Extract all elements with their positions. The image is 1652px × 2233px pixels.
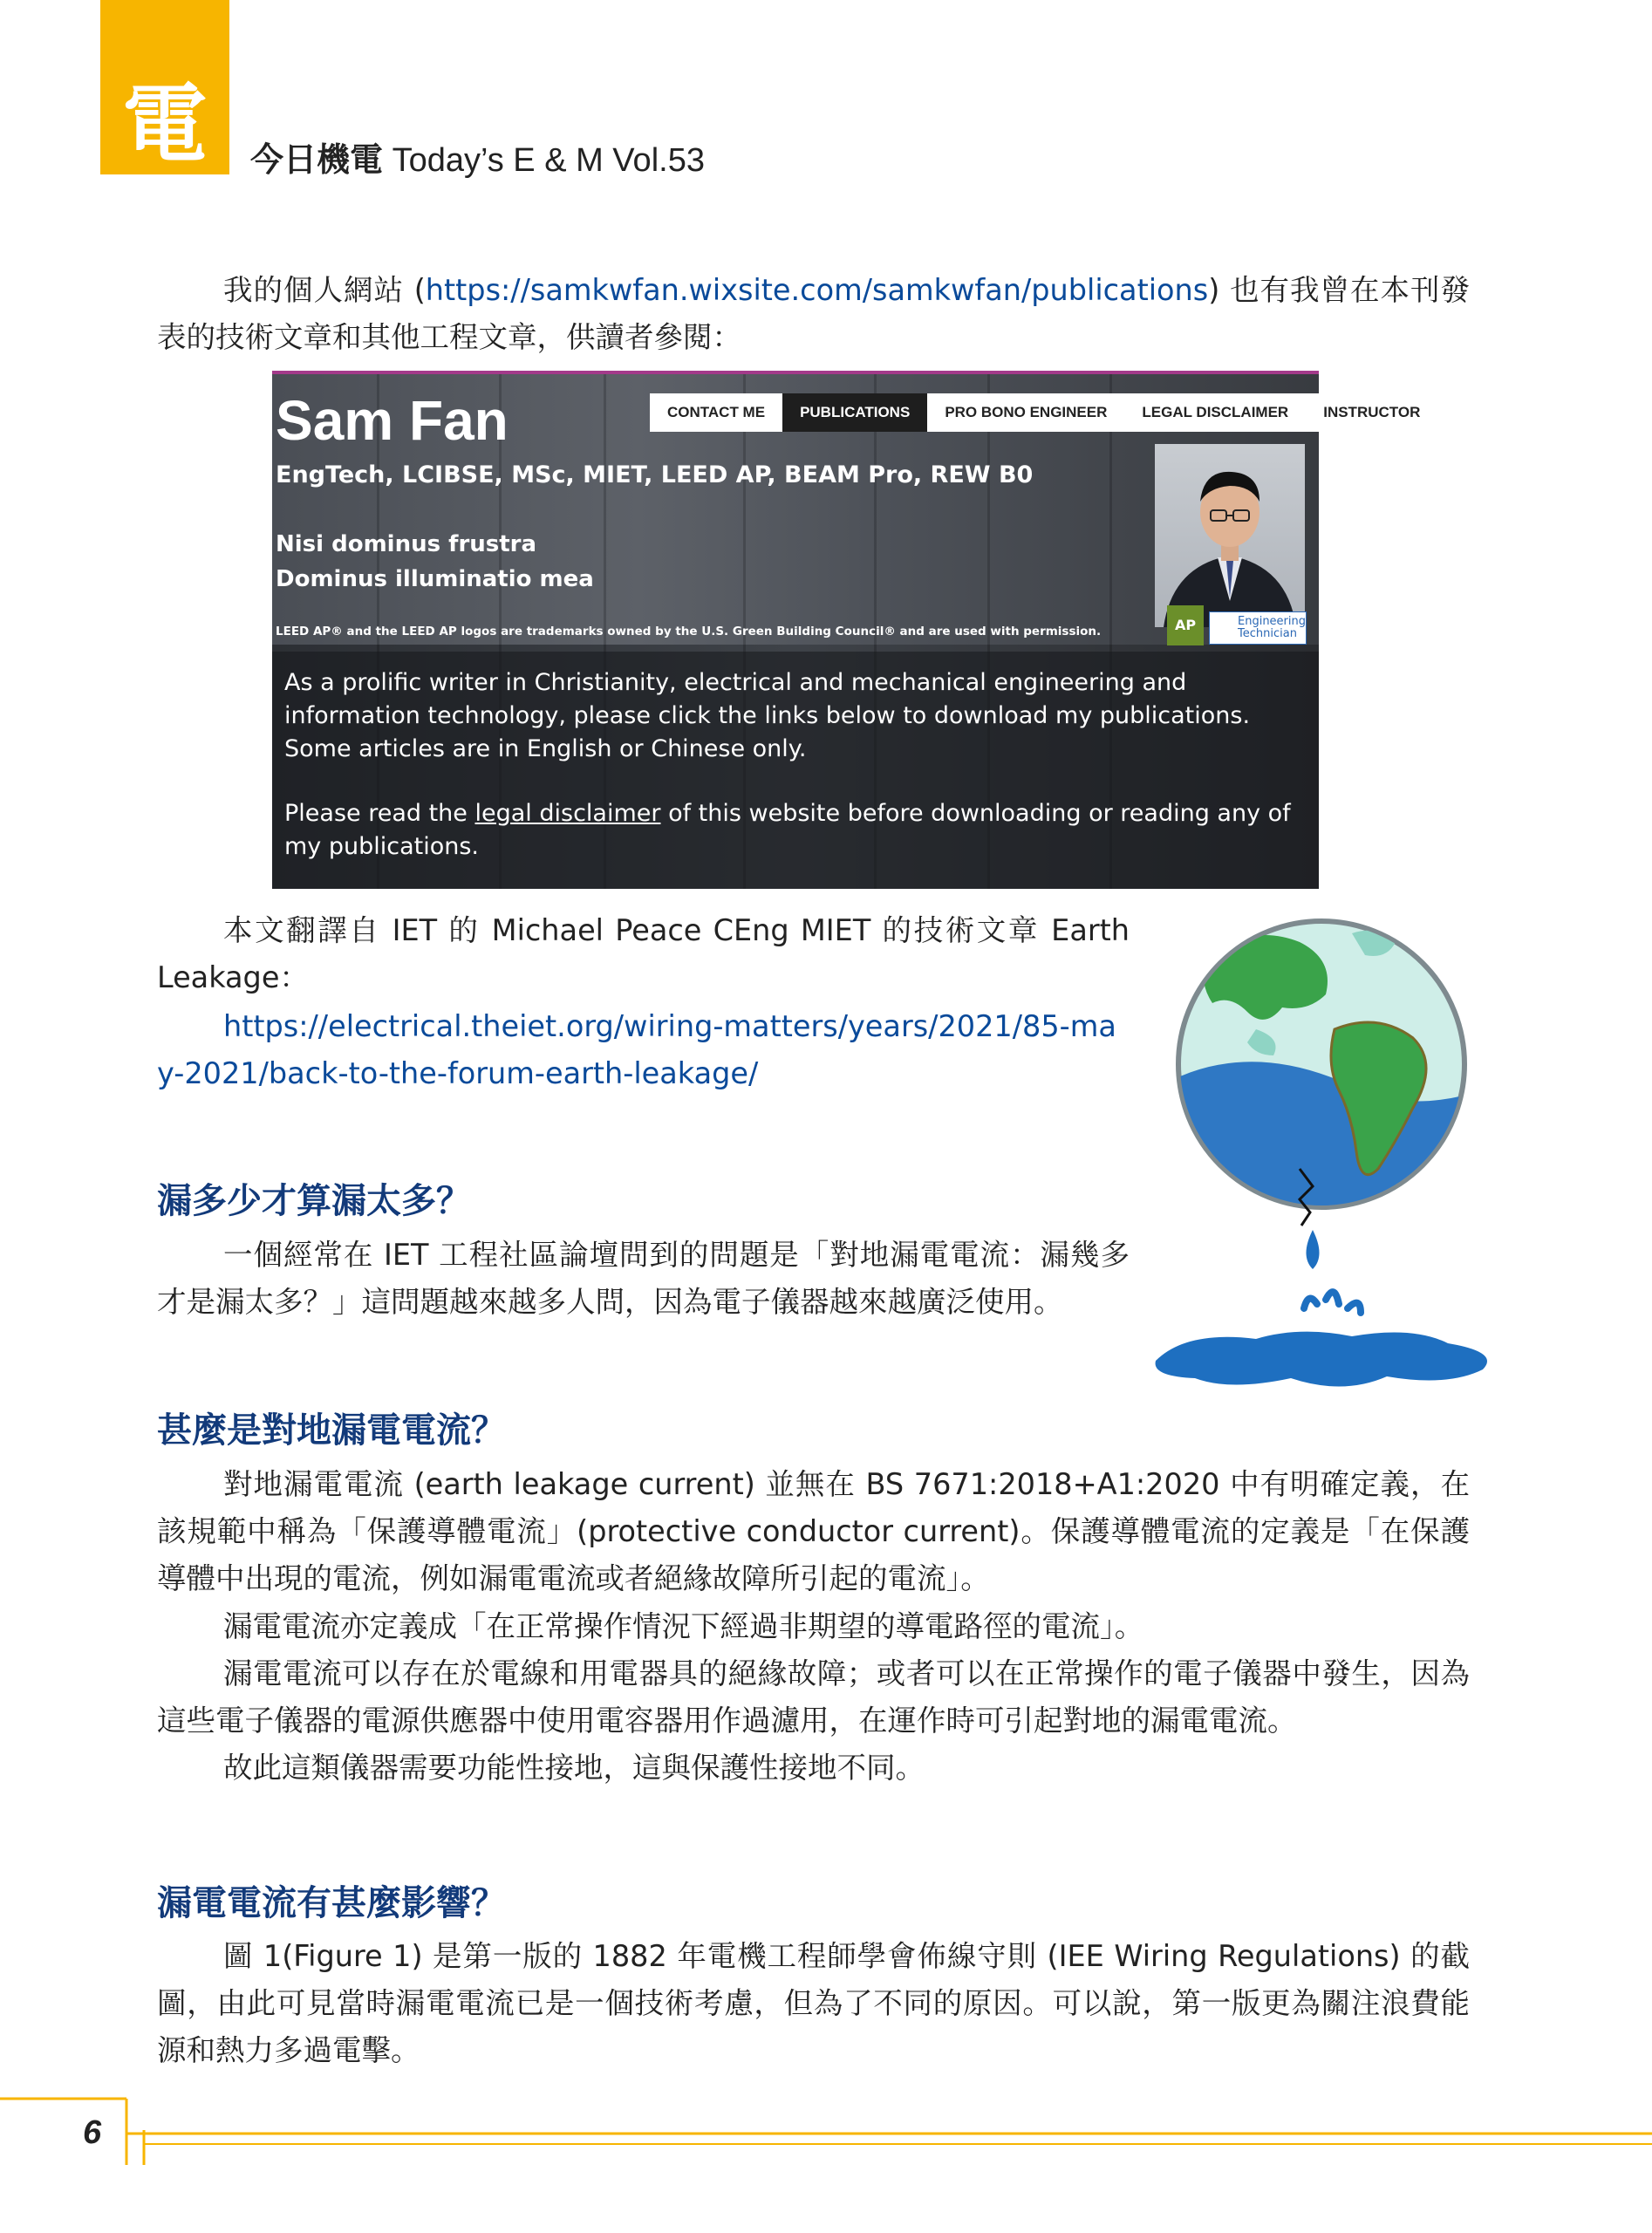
portrait-photo [1155, 444, 1305, 627]
nav-publications[interactable]: PUBLICATIONS [782, 393, 927, 432]
section-2-paragraph-2: 漏電電流亦定義成「在正常操作情況下經過非期望的導電路徑的電流」。 [223, 1609, 1144, 1643]
iet-article-link[interactable]: https://electrical.theiet.org/wiring-matters/years/2021/85-may-2021/back-to-the-forum-earth-leakage/ [157, 1009, 1116, 1090]
section-tab-glyph: 電 [121, 74, 208, 174]
website-screenshot [272, 371, 1421, 889]
section-2-paragraph-4: 故此這類儀器需要功能性接地，這與保護性接地不同。 [223, 1751, 925, 1785]
leaking-globe-illustration [1151, 907, 1500, 1396]
portrait-illustration [1155, 444, 1305, 627]
site-description: As a prolific writer in Christianity, electrical and mechanical engineering and information technology, please click the links below to download my publications. Some articles are in English or Chinese only. [284, 669, 1251, 762]
magazine-title [250, 133, 705, 181]
section-1-paragraph-1: 一個經常在 IET 工程社區論壇問到的問題是「對地漏電電流：漏幾多才是漏太多？」這問題越來越多人問，因為電子儀器越來越廣泛使用。 [157, 1238, 1130, 1319]
magazine-title-zh: 今日機電 [250, 140, 384, 179]
nav-contact-me[interactable]: CONTACT ME [667, 404, 766, 420]
section-2-paragraph-1: 對地漏電電流 (earth leakage current) 並無在 BS 7671:2018+A1:2020 中有明確定義，在該規範中稱為「保護導體電流」(protective conductor current)。保護導體電流的定義是「在保護導體中出現的電流，例如漏電電流或者絕緣故障所引起的電流」。 [157, 1467, 1470, 1595]
legal-disclaimer-link[interactable]: legal disclaimer [474, 800, 661, 827]
engineering-technician-logo: Engineering Technician [1209, 611, 1307, 645]
leed-ap-logo: AP [1167, 605, 1204, 645]
footer-rule [0, 2093, 1652, 2172]
magazine-title-en: Today’s E & M Vol.53 [392, 142, 705, 179]
globe-drop-icon [1151, 907, 1500, 1396]
translation-url-paragraph [157, 1003, 1130, 1097]
intro-paragraph: 我的個人網站 (https://samkwfan.wixsite.com/samkwfan/publications) 也有我曾在本刊發表的技術文章和其他工程文章，供讀者參閱： [157, 273, 1471, 354]
nav-pro-bono-engineer[interactable]: PRO BONO ENGINEER [945, 404, 1108, 420]
section-tab [100, 0, 229, 174]
personal-website-link[interactable]: https://samkwfan.wixsite.com/samkwfan/publications [425, 273, 1209, 307]
section-2-paragraph-3: 漏電電流可以存在於電線和用電器具的絕緣故障；或者可以在正常操作的電子儀器中發生，因為這些電子儀器的電源供應器中使用電容器用作過濾用，在運作時可引起對地的漏電電流。 [157, 1656, 1470, 1738]
site-disclaimer-notice: Please read the legal disclaimer of this website before downloading or reading any of my publications. [284, 800, 1291, 860]
nav-instructor[interactable]: INSTRUCTOR [1323, 404, 1421, 420]
nav-legal-disclaimer[interactable]: LEGAL DISCLAIMER [1142, 404, 1289, 420]
site-name: Sam Fan [276, 389, 509, 452]
page-number: 6 [83, 2114, 102, 2151]
site-motto: Nisi dominus frustra Dominus illuminatio mea [276, 531, 594, 592]
section-heading-2: 甚麼是對地漏電電流？ [157, 1410, 506, 1451]
section-heading-1: 漏多少才算漏太多？ [157, 1181, 471, 1221]
section-heading-3: 漏電電流有甚麼影響？ [157, 1883, 506, 1923]
site-nav [650, 393, 1437, 432]
site-credentials: EngTech, LCIBSE, MSc, MIET, LEED AP, BEAM Pro, REW B0 [276, 461, 1034, 488]
leed-trademark-note: LEED AP® and the LEED AP logos are trademarks owned by the U.S. Green Building Council® and are used with permission. [276, 625, 1102, 638]
section-3-paragraph-1: 圖 1(Figure 1) 是第一版的 1882 年電機工程師學會佈線守則 (IEE Wiring Regulations) 的截圖，由此可見當時漏電電流已是一個技術考慮，但為了不同的原因。可以說，第一版更為關注浪費能源和熱力多過電擊。 [157, 1939, 1470, 2067]
translation-paragraph: 本文翻譯自 IET 的 Michael Peace CEng MIET 的技術文章 Earth Leakage： [157, 913, 1130, 994]
